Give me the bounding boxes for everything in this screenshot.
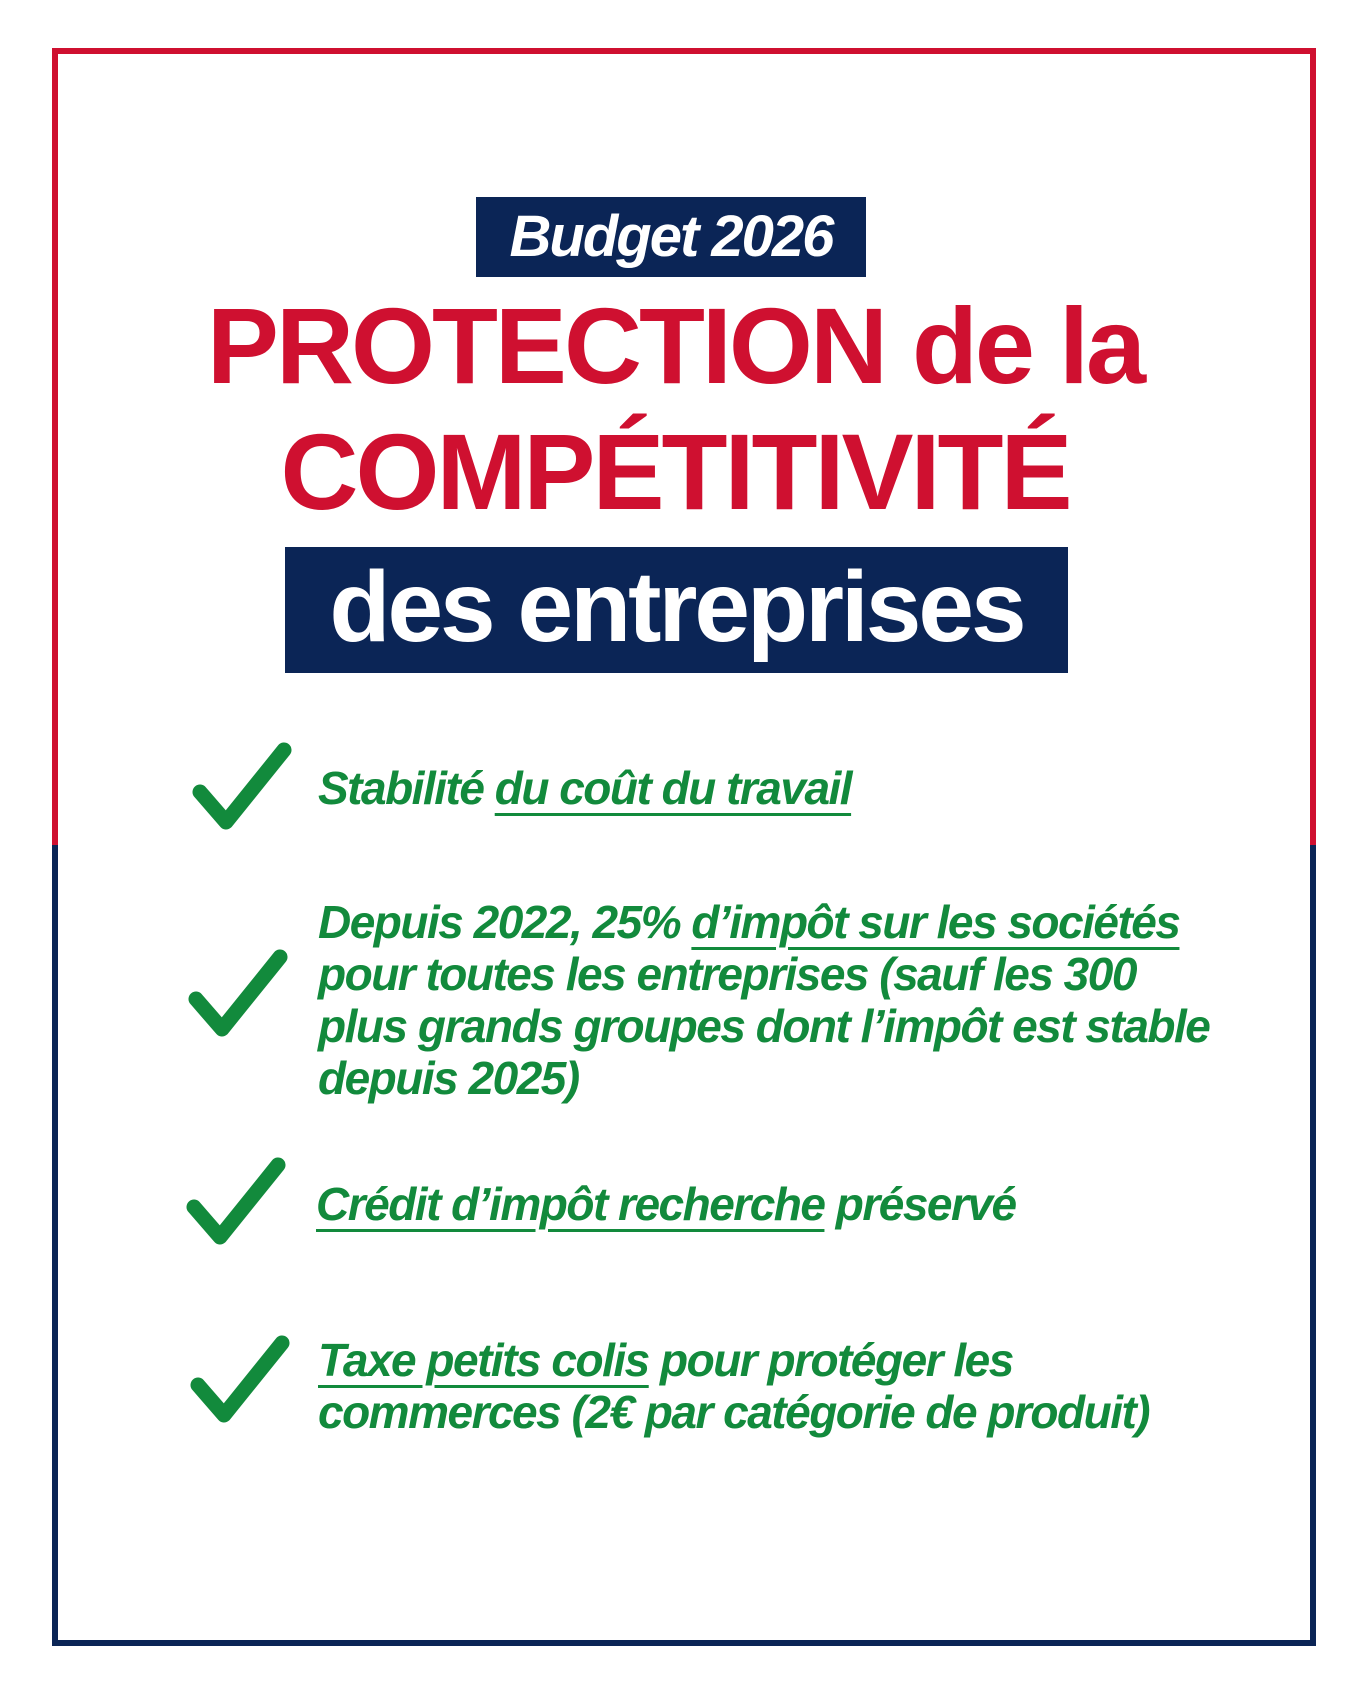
title-line-2: COMPÉTITIVITÉ [280, 411, 1070, 532]
frame-bottom-border [52, 1640, 1316, 1646]
title-line-3: des entreprises [329, 551, 1024, 663]
frame-left-border-blue [52, 845, 58, 1646]
item-1-text-b: du coût du travail [494, 762, 852, 814]
item-2-line-4: depuis 2025) [318, 1052, 579, 1104]
item-2-underlined-phrase: d’impôt sur les sociétés [691, 896, 1180, 948]
item-4-text-a: Taxe petits colis [318, 1334, 649, 1386]
item-2-line-2: pour toutes les entreprises (sauf les 300 [318, 948, 1136, 1000]
check-icon [186, 1155, 286, 1251]
list-item-3 [316, 1178, 1016, 1230]
budget-tag: Budget 2026 [476, 197, 866, 277]
item-4-line-2: commerces (2€ par catégorie de produit) [318, 1386, 1150, 1438]
item-3-text-a: Crédit d’impôt recherche [316, 1178, 825, 1230]
list-item-4 [318, 1334, 1149, 1438]
frame-right-border-blue [1310, 845, 1316, 1646]
item-2-line-1-a: Depuis 2022, 25% [318, 896, 692, 948]
item-1-text-a: Stabilité [318, 762, 495, 814]
item-4-text-b: pour protéger les [648, 1334, 1013, 1386]
item-3-text-b: préservé [824, 1178, 1016, 1230]
item-2-line-3: plus grands groupes dont l’impôt est stable [318, 1000, 1210, 1052]
list-item-1 [318, 762, 851, 814]
title-line-1: PROTECTION de la [206, 285, 1144, 406]
frame-top-border [52, 48, 1316, 54]
check-icon [188, 947, 288, 1043]
check-icon [192, 740, 292, 836]
check-icon [190, 1333, 290, 1429]
list-item-2 [318, 896, 1209, 1104]
